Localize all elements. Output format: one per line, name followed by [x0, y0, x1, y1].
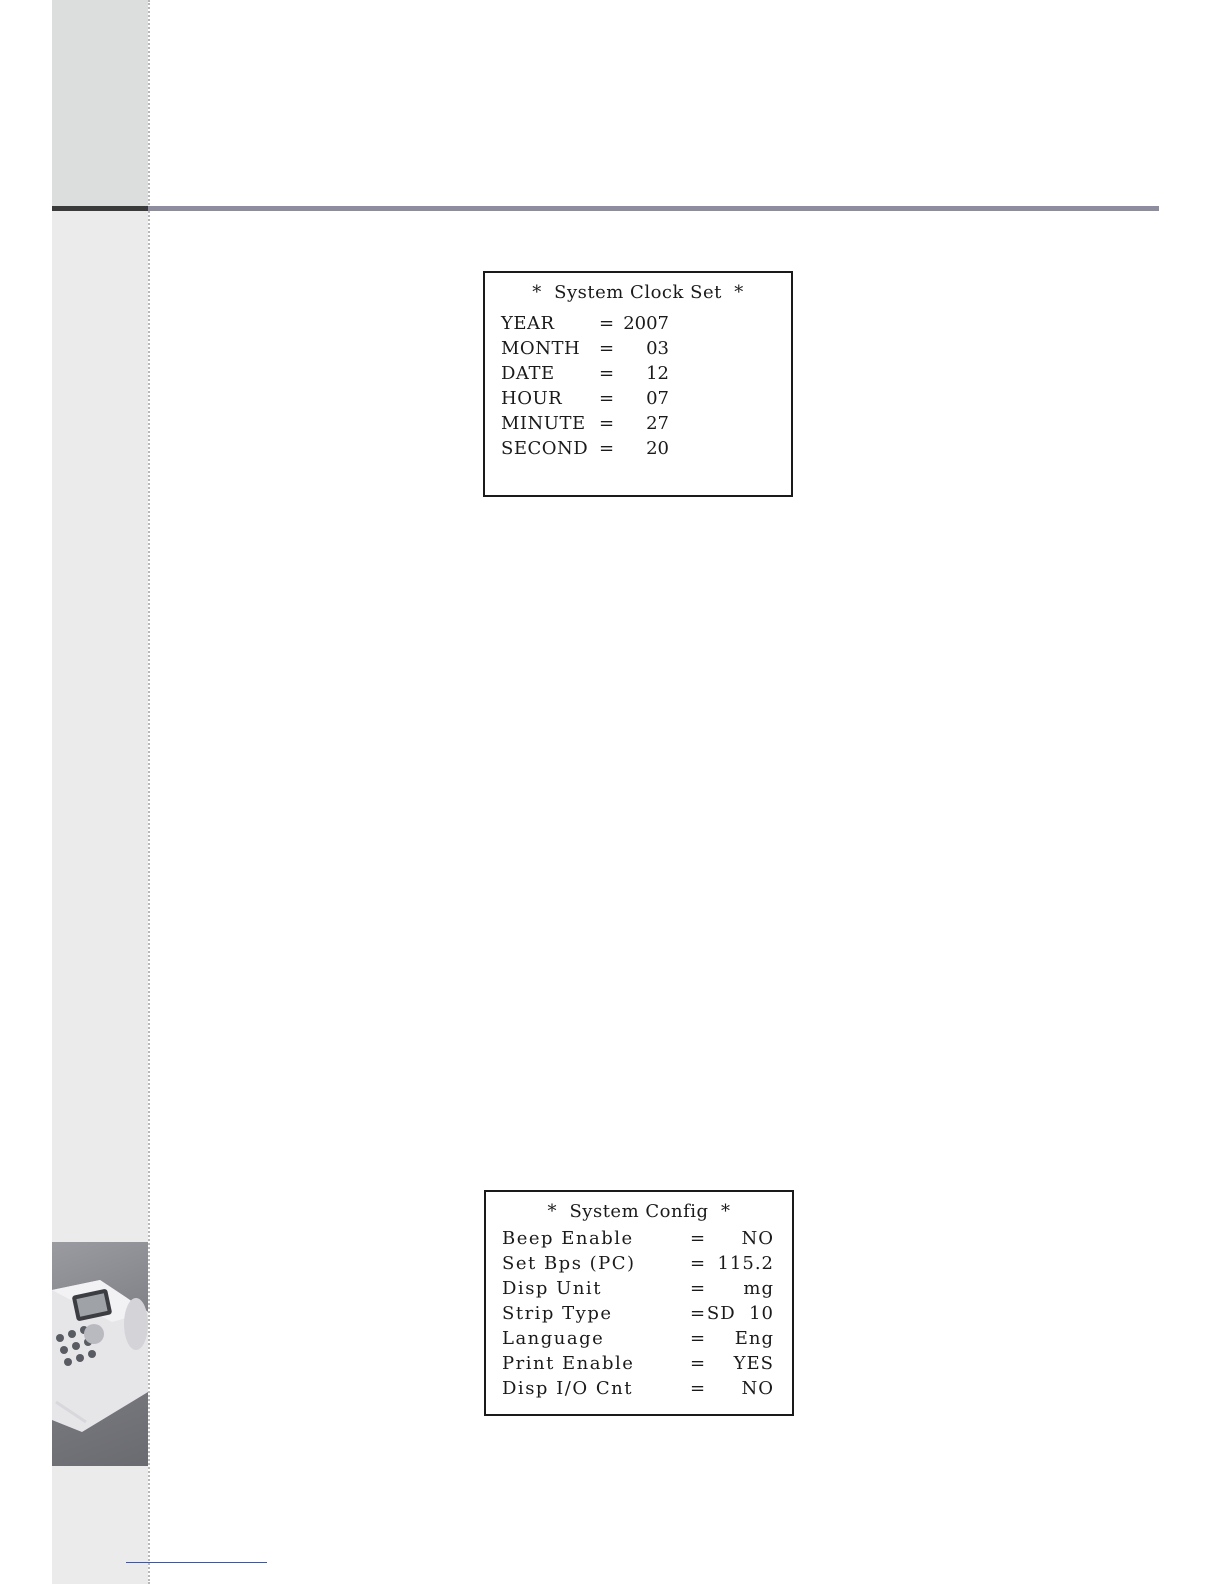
row-value: 115.2	[717, 1253, 774, 1274]
clock-row-date	[485, 363, 791, 388]
system-clock-set-screen	[483, 271, 793, 497]
row-equals: =	[599, 313, 615, 334]
row-label: Strip Type	[502, 1303, 613, 1324]
config-row-print-enable	[486, 1353, 792, 1378]
config-row-beep-enable	[486, 1228, 792, 1253]
config-row-disp-io-cnt	[486, 1378, 792, 1403]
row-label: Language	[502, 1328, 605, 1349]
side-dotted-divider	[148, 0, 150, 1584]
config-row-disp-unit	[486, 1278, 792, 1303]
header-rule-marker	[52, 206, 148, 211]
row-value: 07	[646, 388, 669, 409]
row-equals: =	[690, 1278, 706, 1299]
row-equals: =	[690, 1253, 706, 1274]
row-equals: =	[690, 1303, 706, 1324]
row-value: 12	[646, 363, 669, 384]
row-label: Set Bps (PC)	[502, 1253, 636, 1274]
row-equals: =	[690, 1378, 706, 1399]
row-equals: =	[599, 363, 615, 384]
clock-row-hour	[485, 388, 791, 413]
system-config-screen	[484, 1190, 794, 1416]
clock-screen-title: * System Clock Set *	[532, 282, 744, 303]
row-value: SD 10	[706, 1303, 774, 1324]
row-label: Disp I/O Cnt	[502, 1378, 633, 1399]
clock-row-minute	[485, 413, 791, 438]
row-equals: =	[599, 413, 615, 434]
config-row-set-bps	[486, 1253, 792, 1278]
row-equals: =	[599, 388, 615, 409]
analyzer-device-image	[52, 1242, 148, 1466]
device-photo	[52, 1242, 148, 1466]
row-equals: =	[599, 338, 615, 359]
row-value: NO	[741, 1228, 774, 1249]
clock-row-month	[485, 338, 791, 363]
footer-link-underline	[126, 1562, 267, 1563]
row-value: 03	[646, 338, 669, 359]
row-label: MONTH	[501, 338, 581, 359]
row-label: HOUR	[501, 388, 563, 409]
row-value: 27	[646, 413, 669, 434]
header-rule	[148, 206, 1159, 211]
row-value: NO	[741, 1378, 774, 1399]
clock-row-year	[485, 313, 791, 338]
config-screen-title: * System Config *	[547, 1201, 731, 1222]
row-value: Eng	[734, 1328, 774, 1349]
row-label: Disp Unit	[502, 1278, 602, 1299]
row-equals: =	[599, 438, 615, 459]
config-row-language	[486, 1328, 792, 1353]
row-label: Print Enable	[502, 1353, 635, 1374]
clock-row-second	[485, 438, 791, 463]
row-label: MINUTE	[501, 413, 586, 434]
row-label: SECOND	[501, 438, 589, 459]
row-label: Beep Enable	[502, 1228, 634, 1249]
row-value: YES	[733, 1353, 774, 1374]
row-label: YEAR	[501, 313, 555, 334]
row-equals: =	[690, 1328, 706, 1349]
row-value: 20	[646, 438, 669, 459]
row-equals: =	[690, 1353, 706, 1374]
side-strip-header	[52, 0, 148, 208]
config-row-strip-type	[486, 1303, 792, 1328]
row-value: 2007	[623, 313, 669, 334]
row-value: mg	[743, 1278, 774, 1299]
row-equals: =	[690, 1228, 706, 1249]
row-label: DATE	[501, 363, 555, 384]
